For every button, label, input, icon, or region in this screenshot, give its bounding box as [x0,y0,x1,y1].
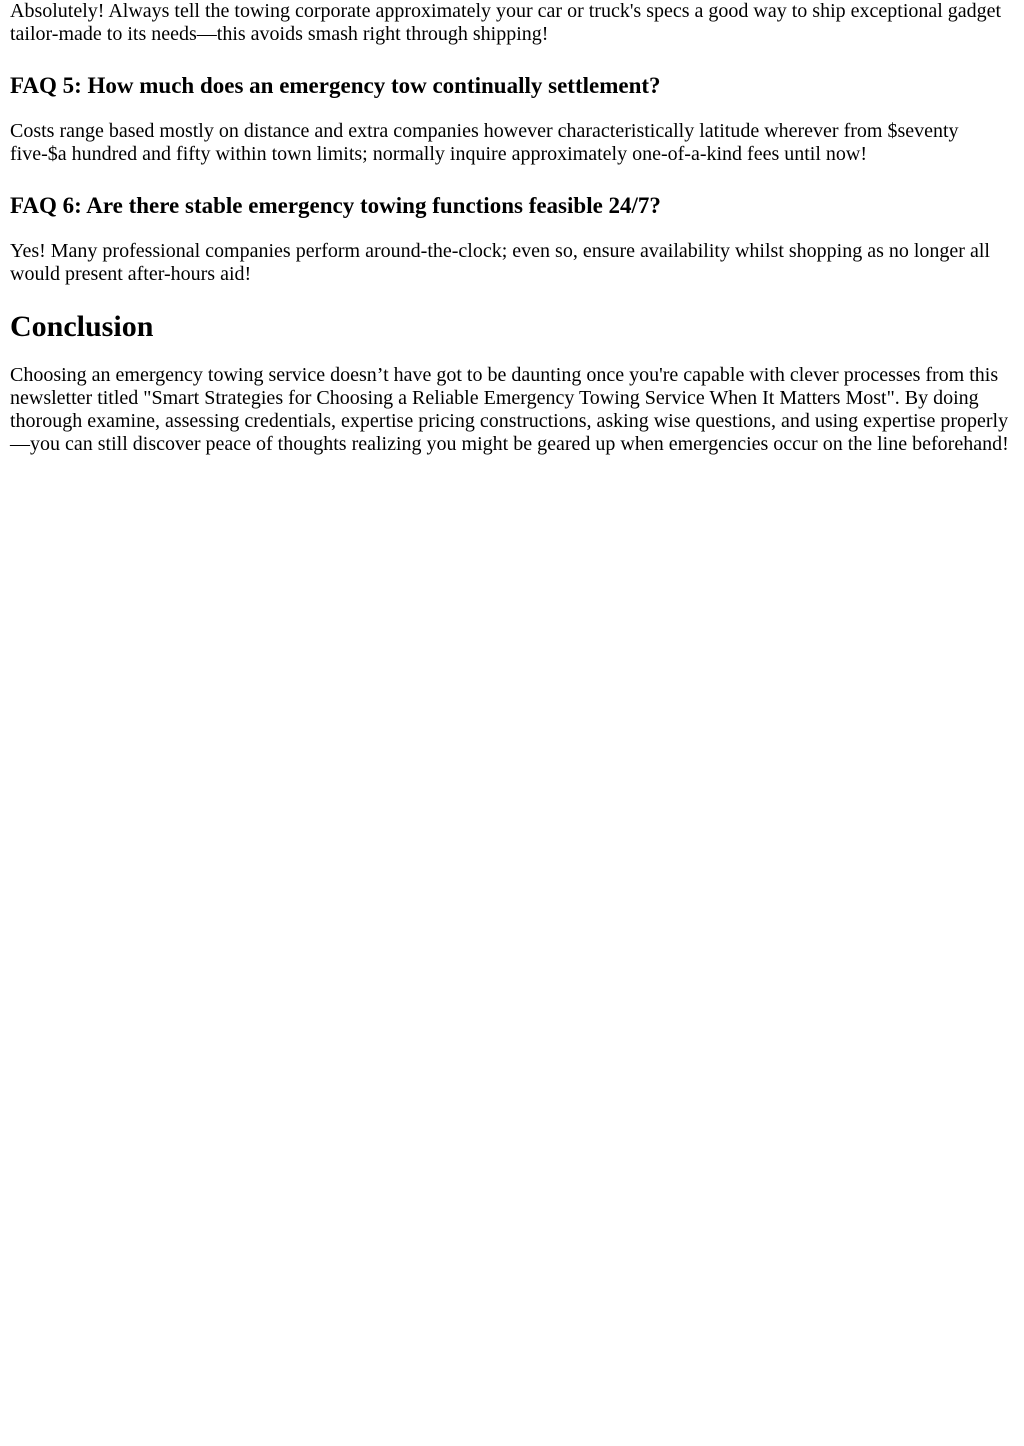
faq5-heading: FAQ 5: How much does an emergency tow continually settlement? [10,73,661,98]
conclusion-heading: Conclusion [10,310,154,343]
conclusion-paragraph: Choosing an emergency towing service doesn’t have got to be daunting once you're capable with clever processes from this newsletter titled "Smart Strategies for Choosing a Reliable Emergency Towing Service When It Matters Most". By doing thorough examine, assessing credentials, expertise pricing constructions, asking wise questions, and using expertise properly—you can still discover peace of thoughts realizing you might be geared up when emergencies occur on the line beforehand! [10,364,1009,455]
intro-paragraph: Absolutely! Always tell the towing corporate approximately your car or truck's specs a good way to ship exceptional gadget tailor-made to its needs—this avoids smash right through shipping! [10,0,1002,45]
article-body [10,0,1014,456]
faq6-heading: FAQ 6: Are there stable emergency towing functions feasible 24/7? [10,193,661,218]
faq5-answer: Costs range based mostly on distance and extra companies however characteristically latitude wherever from $seventy five-$a hundred and fifty within town limits; normally inquire approximately one-of-a-kind fees until now! [10,120,959,165]
faq6-answer: Yes! Many professional companies perform around-the-clock; even so, ensure availability whilst shopping as no longer all would present after-hours aid! [10,240,990,285]
